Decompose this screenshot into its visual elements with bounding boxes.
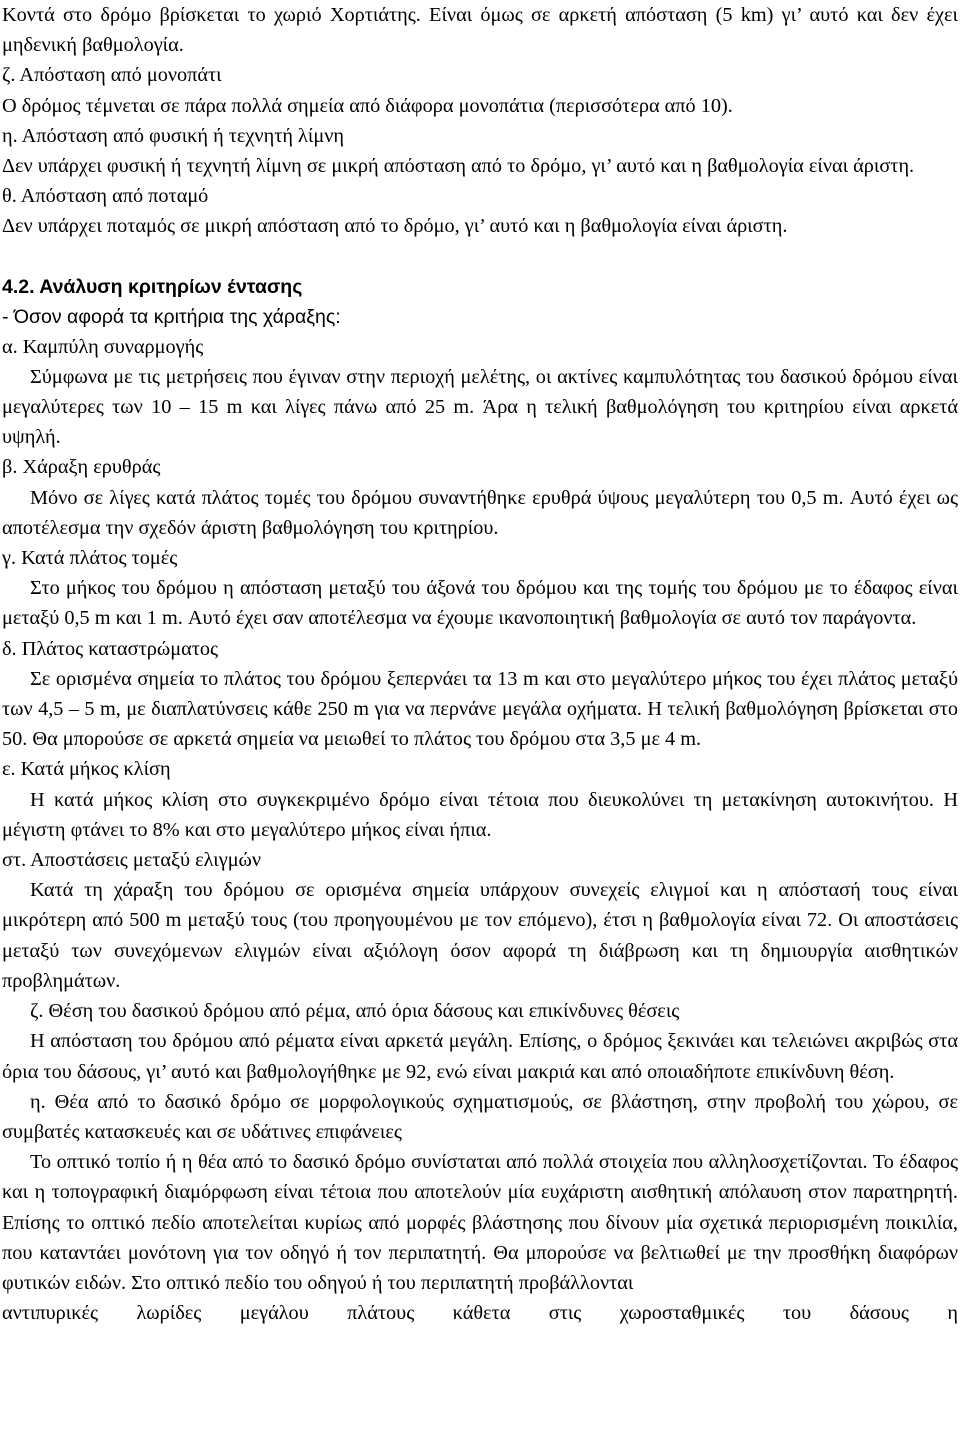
paragraph-maneuver-distances: Κατά τη χάραξη του δρόμου σε ορισμένα σημεία υπάρχουν συνεχείς ελιγμοί και η απόστασή τους είναι μικρότερη από 500 m μεταξύ τους (του προηγουμένου με τον επόμενο), έτσι η βαθμολογία είναι 72. Οι αποστάσεις μεταξύ των συνεχόμενων ελιγμών είναι αξιόλογη όσον αφορά τη διάβρωση και τη δημιουργία αισθητικών προβλημάτων.: [2, 879, 958, 992]
paragraph-longitudinal-slope: Η κατά μήκος κλίση στο συγκεκριμένο δρόμο είναι τέτοια που διευκολύνει τη μετακίνηση αυτοκινήτου. Η μέγιστη φτάνει το 8% και στο μεγαλύτερο μήκος είναι ήπια.: [2, 788, 958, 841]
paragraph-cross-sections: Στο μήκος του δρόμου η απόσταση μεταξύ του άξονά του δρόμου και της τομής του δρόμου με το έδαφος είναι μεταξύ 0,5 m και 1 m. Αυτό έχει σαν αποτέλεσμα να έχουμε ικανοποιητική βαθμολογία σε αυτό τον παράγοντα.: [2, 577, 958, 630]
subheading-maneuver-distances: στ. Αποστάσεις μεταξύ ελιγμών: [2, 849, 262, 872]
subheading-longitudinal-slope: ε. Κατά μήκος κλίση: [2, 758, 171, 781]
subheading-lake-distance: η. Απόσταση από φυσική ή τεχνητή λίμνη: [2, 124, 344, 147]
subheading-pavement-width: δ. Πλάτος καταστρώματος: [2, 637, 219, 660]
paragraph-river-distance: Δεν υπάρχει ποταμός σε μικρή απόσταση από το δρόμο, γι’ αυτό και η βαθμολογία είναι άριστη.: [2, 215, 788, 238]
intro-alignment-criteria: - Όσον αφορά τα κριτήρια της χάραξης:: [2, 305, 341, 328]
subheading-stream-forest-position: ζ. Θέση του δασικού δρόμου από ρέμα, από όρια δάσους και επικίνδυνες θέσεις: [30, 1000, 680, 1023]
section-heading-intensity-criteria: 4.2. Ανάλυση κριτηρίων έντασης: [2, 275, 303, 298]
paragraph-view-from-road: Το οπτικό τοπίο ή η θέα από το δασικό δρόμο συνίσταται από πολλά στοιχεία που αλληλοσχετίζονται. Το έδαφος και η τοπογραφική διαμόρφωση είναι τέτοια που αποτελούν μία ευχάριστη αισθητική απόλαυση στον παρατηρητή. Επίσης το οπτικό πεδίο αποτελείται κυρίως από μορφές βλάστησης που δίνουν μία σχετικά περιορισμένη ποικιλία, που καταντάει μονότονη για τον οδηγό ή τον περιπατητή. Θα μπορούσε να βελτιωθεί με την προσθήκη διαφόρων φυτικών ειδών. Στο οπτικό πεδίο του οδηγού ή του περιπατητή προβάλλονται: [2, 1151, 958, 1294]
paragraph-trail-distance: Ο δρόμος τέμνεται σε πάρα πολλά σημεία από διάφορα μονοπάτια (περισσότερα από 10).: [2, 94, 733, 117]
paragraph-village-distance: Κοντά στο δρόμο βρίσκεται το χωριό Χορτιάτης. Είναι όμως σε αρκετή απόσταση (5 km) γι’ αυτό και δεν έχει μηδενική βαθμολογία.: [2, 4, 958, 57]
subheading-grade-line: β. Χάραξη ερυθράς: [2, 456, 161, 479]
subheading-transition-curve: α. Καμπύλη συναρμογής: [2, 335, 204, 358]
paragraph-pavement-width: Σε ορισμένα σημεία το πλάτος του δρόμου ξεπερνάει τα 13 m και στο μεγαλύτερο μήκος του έχει πλάτος μεταξύ των 4,5 – 5 m, με διαπλατύνσεις κάθε 250 m για να περνάνε μεγάλα οχήματα. Η τελική βαθμολόγηση βρίσκεται στο 50. Θα μπορούσε σε αρκετά σημεία να μειωθεί το πλάτος του δρόμου στα 3,5 με 4 m.: [2, 667, 958, 751]
subheading-view-from-road: η. Θέα από το δασικό δρόμο σε μορφολογικούς σχηματισμούς, σε βλάστηση, στην προβολή του χώρου, σε συμβατές κατασκευές και σε υδάτινες επιφάνειες: [2, 1090, 958, 1143]
subheading-river-distance: θ. Απόσταση από ποταμό: [2, 185, 209, 208]
paragraph-transition-curve: Σύμφωνα με τις μετρήσεις που έγιναν στην περιοχή μελέτης, οι ακτίνες καμπυλότητας του δασικού δρόμου είναι μεγαλύτερες των 10 – 15 m και λίγες πάνω από 25 m. Άρα η τελική βαθμολόγηση του κριτηρίου είναι αρκετά υψηλή.: [2, 365, 958, 449]
subheading-trail-distance: ζ. Απόσταση από μονοπάτι: [2, 64, 222, 87]
section-spacer: [2, 242, 958, 272]
paragraph-stream-forest-position: Η απόσταση του δρόμου από ρέματα είναι αρκετά μεγάλη. Επίσης, ο δρόμος ξεκινάει και τελειώνει ακριβώς στα όρια του δάσους, γι’ αυτό και βαθμολογήθηκε με 92, ενώ είναι μακριά και από οποιαδήποτε επικίνδυνη θέση.: [2, 1030, 958, 1083]
paragraph-grade-line: Μόνο σε λίγες κατά πλάτος τομές του δρόμου συναντήθηκε ερυθρά ύψους μεγαλύτερη του 0,5 m. Αυτό έχει ως αποτέλεσμα την σχεδόν άριστη βαθμολόγηση του κριτηρίου.: [2, 486, 958, 539]
subheading-cross-sections: γ. Κατά πλάτος τομές: [2, 547, 178, 570]
paragraph-lake-distance: Δεν υπάρχει φυσική ή τεχνητή λίμνη σε μικρή απόσταση από το δρόμο, γι’ αυτό και η βαθμολογία είναι άριστη.: [2, 155, 915, 178]
paragraph-view-from-road-cut-line: αντιπυρικές λωρίδες μεγάλου πλάτους κάθετα στις χωροσταθμικές του δάσους η: [2, 1302, 958, 1325]
